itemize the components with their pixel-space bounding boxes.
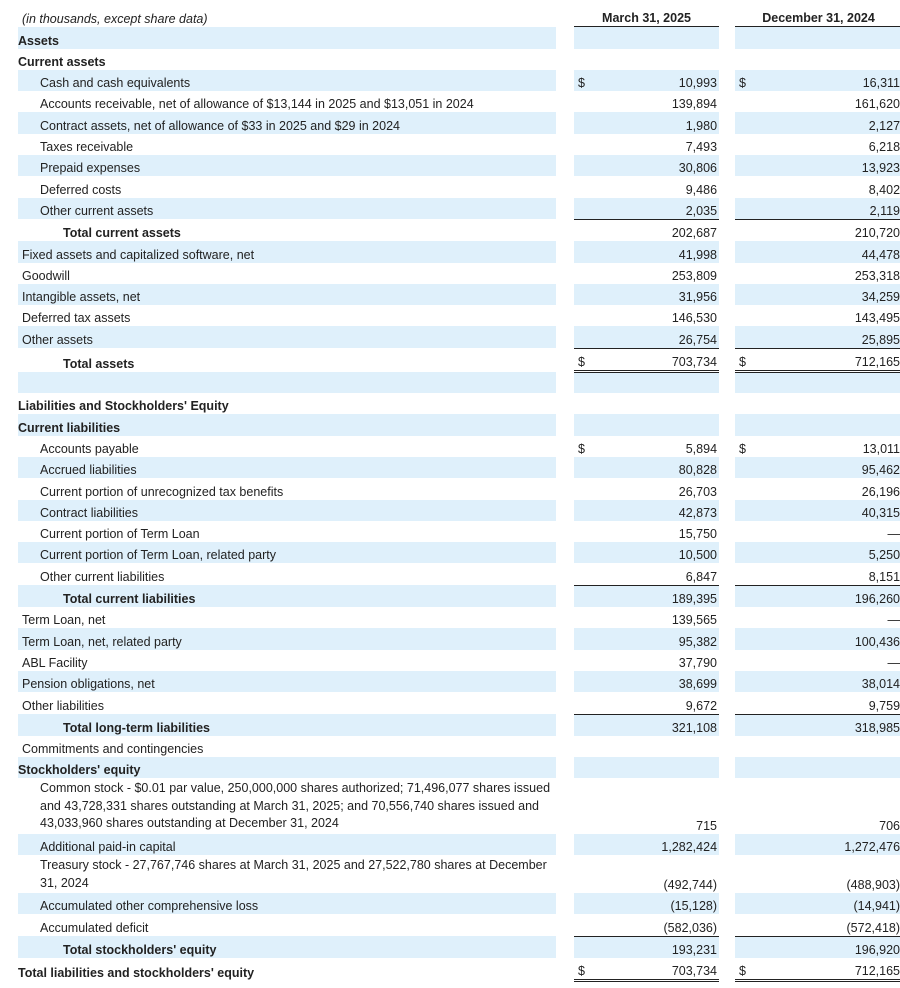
- row-label: Other current assets: [18, 198, 556, 220]
- currency-symbol: [735, 134, 753, 155]
- row-label: Taxes receivable: [40, 140, 134, 155]
- table-row: [18, 241, 900, 262]
- row-label: Other liabilities: [22, 699, 104, 713]
- value-december-2024: 13,011: [862, 441, 900, 456]
- value-march-2025: 139,894: [671, 97, 718, 112]
- value-december-2024: —: [887, 527, 900, 542]
- value-march-2025: 95,382: [592, 628, 719, 649]
- table-row: [18, 436, 900, 457]
- currency-symbol: [735, 671, 753, 692]
- value-december-2024: 25,895: [753, 326, 900, 348]
- currency-symbol: [735, 692, 753, 714]
- currency-symbol: [735, 834, 753, 855]
- value-march-2025: [592, 372, 719, 394]
- currency-symbol: [735, 936, 753, 958]
- row-label: Accrued liabilities: [18, 457, 556, 478]
- table-row: [18, 563, 900, 585]
- currency-symbol: [735, 112, 753, 133]
- value-december-2024: 712,165: [753, 958, 900, 981]
- row-label: Liabilities and Stockholders' Equity: [18, 399, 229, 414]
- value-march-2025: 9,672: [592, 692, 719, 714]
- row-label: Stockholders' equity: [18, 757, 556, 778]
- currency-symbol: [735, 542, 753, 563]
- currency-symbol: [735, 414, 753, 435]
- table-row: [18, 372, 900, 394]
- value-march-2025: 80,828: [592, 457, 719, 478]
- currency-symbol: [735, 326, 753, 348]
- currency-symbol: [574, 855, 592, 893]
- currency-symbol: [735, 393, 753, 414]
- table-row: [18, 736, 900, 757]
- value-march-2025: [592, 736, 719, 757]
- currency-symbol: [735, 757, 753, 778]
- row-label: Other current liabilities: [40, 570, 165, 585]
- currency-symbol: [735, 478, 753, 499]
- table-row: [18, 478, 900, 499]
- table-row: [18, 326, 900, 348]
- currency-symbol: [574, 936, 592, 958]
- value-december-2024: 318,985: [753, 714, 900, 736]
- row-label: Assets: [18, 27, 556, 49]
- currency-symbol: [574, 457, 592, 478]
- value-december-2024: 196,260: [753, 585, 900, 607]
- row-label: Pension obligations, net: [18, 671, 556, 692]
- header-row: [18, 5, 900, 27]
- value-december-2024: 16,311: [753, 70, 900, 91]
- value-december-2024: 44,478: [753, 241, 900, 262]
- currency-symbol: [574, 155, 592, 176]
- value-march-2025: 1,980: [592, 112, 719, 133]
- value-march-2025: 1,282,424: [592, 834, 719, 855]
- table-row: [18, 585, 900, 607]
- currency-symbol: [574, 607, 592, 628]
- value-december-2024: 712,165: [753, 348, 900, 371]
- row-label: Fixed assets and capitalized software, net: [18, 241, 556, 262]
- currency-symbol: [735, 650, 753, 671]
- value-december-2024: 6,218: [868, 140, 900, 155]
- table-row: [18, 650, 900, 671]
- currency-symbol: [735, 372, 753, 394]
- currency-symbol: [574, 372, 592, 394]
- currency-symbol: [574, 112, 592, 133]
- currency-symbol: [574, 326, 592, 348]
- value-december-2024: 210,720: [854, 226, 900, 241]
- value-december-2024: —: [887, 613, 900, 628]
- row-label: Deferred costs: [40, 182, 122, 197]
- currency-symbol: [735, 155, 753, 176]
- value-march-2025: 9,486: [685, 182, 718, 197]
- value-march-2025: 5,894: [685, 441, 718, 456]
- value-december-2024: (14,941): [753, 893, 900, 914]
- currency-symbol: $: [735, 348, 753, 371]
- table-row: [18, 834, 900, 855]
- row-label: Additional paid-in capital: [18, 834, 556, 855]
- value-march-2025: 26,703: [678, 484, 718, 499]
- row-label: Intangible assets, net: [18, 284, 556, 305]
- table-row: [18, 198, 900, 220]
- table-row: [18, 91, 900, 112]
- value-march-2025: 253,809: [671, 268, 718, 283]
- row-label: Total long-term liabilities: [18, 714, 556, 736]
- table-row: [18, 414, 900, 435]
- table-row: [18, 778, 900, 834]
- column-header-december-2024: December 31, 2024: [735, 5, 900, 27]
- table-row: [18, 671, 900, 692]
- currency-symbol: [735, 219, 753, 241]
- table-row: [18, 893, 900, 914]
- currency-symbol: $: [735, 70, 753, 91]
- table-row: [18, 757, 900, 778]
- currency-symbol: [735, 27, 753, 49]
- table-row: [18, 219, 900, 241]
- row-label: Goodwill: [22, 268, 70, 283]
- value-december-2024: 8,151: [753, 563, 900, 585]
- currency-symbol: [574, 198, 592, 220]
- value-december-2024: 196,920: [753, 936, 900, 958]
- value-march-2025: 7,493: [685, 140, 718, 155]
- value-december-2024: 34,259: [753, 284, 900, 305]
- row-label: Commitments and contingencies: [22, 742, 204, 757]
- value-march-2025: 202,687: [671, 226, 718, 241]
- table-row: [18, 628, 900, 649]
- value-march-2025: 30,806: [592, 155, 719, 176]
- currency-symbol: [574, 263, 592, 284]
- table-row: [18, 855, 900, 893]
- value-december-2024: 26,196: [861, 484, 900, 499]
- row-label: [18, 372, 556, 394]
- currency-symbol: [735, 263, 753, 284]
- currency-symbol: [574, 628, 592, 649]
- row-label: Total current liabilities: [18, 585, 556, 607]
- currency-symbol: [574, 563, 592, 585]
- currency-symbol: [574, 27, 592, 49]
- value-march-2025: 26,754: [592, 326, 719, 348]
- value-december-2024: 706: [879, 818, 900, 833]
- currency-symbol: $: [574, 348, 592, 371]
- value-december-2024: [753, 757, 900, 778]
- row-label: Total liabilities and stockholders' equity: [18, 965, 255, 980]
- table-row: [18, 958, 900, 981]
- currency-symbol: [735, 714, 753, 736]
- table-row: [18, 500, 900, 521]
- table-row: [18, 305, 900, 326]
- currency-symbol: [574, 219, 592, 241]
- value-march-2025: 38,699: [592, 671, 719, 692]
- column-header-march-2025: March 31, 2025: [574, 5, 719, 27]
- balance-sheet-table: [18, 5, 900, 982]
- currency-symbol: [735, 198, 753, 220]
- table-row: [18, 112, 900, 133]
- value-march-2025: 10,500: [592, 542, 719, 563]
- currency-symbol: [735, 778, 753, 834]
- units-note: (in thousands, except share data): [22, 11, 208, 26]
- value-december-2024: [753, 49, 900, 70]
- currency-symbol: [735, 284, 753, 305]
- value-december-2024: —: [887, 655, 900, 670]
- value-march-2025: 15,750: [678, 527, 718, 542]
- table-row: [18, 263, 900, 284]
- value-december-2024: 2,127: [753, 112, 900, 133]
- currency-symbol: [574, 714, 592, 736]
- currency-symbol: [574, 542, 592, 563]
- value-march-2025: (582,036): [592, 914, 719, 936]
- table-row: [18, 521, 900, 542]
- value-december-2024: 40,315: [753, 500, 900, 521]
- value-december-2024: 38,014: [753, 671, 900, 692]
- currency-symbol: [735, 736, 753, 757]
- value-march-2025: 703,734: [592, 348, 719, 371]
- currency-symbol: [735, 563, 753, 585]
- currency-symbol: [574, 521, 592, 542]
- row-label: ABL Facility: [22, 655, 88, 670]
- value-december-2024: 1,272,476: [753, 834, 900, 855]
- value-december-2024: 100,436: [753, 628, 900, 649]
- value-march-2025: 146,530: [671, 311, 718, 326]
- value-march-2025: 2,035: [592, 198, 719, 220]
- currency-symbol: [735, 855, 753, 893]
- row-label: Current portion of Term Loan, related party: [18, 542, 556, 563]
- table-row: [18, 914, 900, 936]
- value-december-2024: 161,620: [854, 97, 900, 112]
- currency-symbol: [574, 834, 592, 855]
- currency-symbol: [574, 500, 592, 521]
- currency-symbol: [574, 692, 592, 714]
- table-row: [18, 49, 900, 70]
- value-december-2024: 8,402: [868, 182, 900, 197]
- currency-symbol: $: [574, 958, 592, 981]
- table-row: [18, 542, 900, 563]
- value-december-2024: (488,903): [846, 878, 900, 893]
- value-december-2024: 13,923: [753, 155, 900, 176]
- value-march-2025: 193,231: [592, 936, 719, 958]
- table-row: [18, 393, 900, 414]
- value-december-2024: (572,418): [753, 914, 900, 936]
- currency-symbol: [574, 671, 592, 692]
- table-row: [18, 714, 900, 736]
- table-row: [18, 936, 900, 958]
- currency-symbol: $: [735, 958, 753, 981]
- currency-symbol: [574, 393, 592, 414]
- row-label: Accumulated other comprehensive loss: [18, 893, 556, 914]
- value-december-2024: 2,119: [753, 198, 900, 220]
- value-march-2025: 715: [696, 818, 718, 833]
- table-row: [18, 457, 900, 478]
- currency-symbol: [735, 49, 753, 70]
- value-december-2024: [753, 393, 900, 414]
- currency-symbol: [574, 91, 592, 112]
- value-march-2025: 139,565: [671, 613, 718, 628]
- currency-symbol: [574, 585, 592, 607]
- value-march-2025: 37,790: [678, 655, 718, 670]
- currency-symbol: [735, 241, 753, 262]
- currency-symbol: [735, 91, 753, 112]
- value-march-2025: 703,734: [592, 958, 719, 981]
- value-march-2025: [592, 393, 719, 414]
- currency-symbol: [574, 305, 592, 326]
- currency-symbol: [574, 414, 592, 435]
- table-row: [18, 155, 900, 176]
- row-label: Other assets: [18, 326, 556, 348]
- row-label: Cash and cash equivalents: [18, 70, 556, 91]
- row-label: Current portion of unrecognized tax benefits: [40, 484, 284, 499]
- table-row: [18, 27, 900, 49]
- row-label: Current portion of Term Loan: [40, 527, 200, 542]
- row-label: Treasury stock - 27,767,746 shares at March 31, 2025 and 27,522,780 shares at December 31, 2024: [40, 858, 547, 890]
- value-december-2024: 9,759: [753, 692, 900, 714]
- currency-symbol: [735, 457, 753, 478]
- currency-symbol: [574, 49, 592, 70]
- balance-sheet-body: [18, 27, 900, 981]
- currency-symbol: [574, 893, 592, 914]
- table-row: [18, 176, 900, 197]
- row-label: Total stockholders' equity: [18, 936, 556, 958]
- currency-symbol: [735, 305, 753, 326]
- value-march-2025: 6,847: [592, 563, 719, 585]
- table-row: [18, 348, 900, 371]
- currency-symbol: [735, 585, 753, 607]
- value-december-2024: 5,250: [753, 542, 900, 563]
- currency-symbol: [735, 893, 753, 914]
- currency-symbol: [735, 914, 753, 936]
- value-march-2025: 10,993: [592, 70, 719, 91]
- currency-symbol: [574, 914, 592, 936]
- value-march-2025: [592, 49, 719, 70]
- row-label: Current liabilities: [18, 414, 556, 435]
- row-label: Common stock - $0.01 par value, 250,000,000 shares authorized; 71,496,077 shares issued and 43,728,331 shares outstanding at March 31, 2025; and 70,556,740 shares issued and 43,033,960 shares outstanding at December 31, 2024: [40, 781, 551, 831]
- row-label: Accounts receivable, net of allowance of $13,144 in 2025 and $13,051 in 2024: [40, 97, 474, 112]
- currency-symbol: [574, 241, 592, 262]
- currency-symbol: [574, 778, 592, 834]
- value-march-2025: [592, 27, 719, 49]
- table-row: [18, 284, 900, 305]
- row-label: Term Loan, net, related party: [18, 628, 556, 649]
- value-march-2025: [592, 414, 719, 435]
- value-march-2025: 42,873: [592, 500, 719, 521]
- row-label: Accumulated deficit: [40, 921, 149, 936]
- value-march-2025: 41,998: [592, 241, 719, 262]
- row-label: Current assets: [18, 54, 106, 69]
- currency-symbol: [735, 500, 753, 521]
- value-december-2024: 95,462: [753, 457, 900, 478]
- table-row: [18, 692, 900, 714]
- currency-symbol: [735, 628, 753, 649]
- row-label: Contract liabilities: [18, 500, 556, 521]
- currency-symbol: $: [739, 441, 746, 456]
- currency-symbol: [735, 176, 753, 197]
- row-label: Prepaid expenses: [18, 155, 556, 176]
- currency-symbol: [574, 284, 592, 305]
- value-december-2024: [753, 736, 900, 757]
- row-label: Contract assets, net of allowance of $33 in 2025 and $29 in 2024: [18, 112, 556, 133]
- row-label: Total assets: [63, 356, 135, 371]
- currency-symbol: [735, 521, 753, 542]
- value-december-2024: [753, 414, 900, 435]
- table-row: [18, 70, 900, 91]
- currency-symbol: [574, 650, 592, 671]
- value-december-2024: 253,318: [854, 268, 900, 283]
- currency-symbol: [574, 478, 592, 499]
- table-row: [18, 134, 900, 155]
- table-row: [18, 607, 900, 628]
- row-label: Deferred tax assets: [22, 311, 131, 326]
- currency-symbol: [574, 736, 592, 757]
- currency-symbol: [574, 134, 592, 155]
- currency-symbol: [735, 607, 753, 628]
- value-december-2024: 143,495: [854, 311, 900, 326]
- currency-symbol: $: [574, 70, 592, 91]
- value-march-2025: 321,108: [592, 714, 719, 736]
- row-label: Term Loan, net: [22, 613, 106, 628]
- value-december-2024: [753, 372, 900, 394]
- row-label: Accounts payable: [40, 441, 139, 456]
- value-december-2024: [753, 27, 900, 49]
- value-march-2025: 189,395: [592, 585, 719, 607]
- row-label: Total current assets: [63, 226, 181, 241]
- value-march-2025: (15,128): [592, 893, 719, 914]
- value-march-2025: [592, 757, 719, 778]
- currency-symbol: [574, 176, 592, 197]
- currency-symbol: $: [578, 441, 585, 456]
- currency-symbol: [574, 757, 592, 778]
- value-march-2025: (492,744): [663, 878, 718, 893]
- value-march-2025: 31,956: [592, 284, 719, 305]
